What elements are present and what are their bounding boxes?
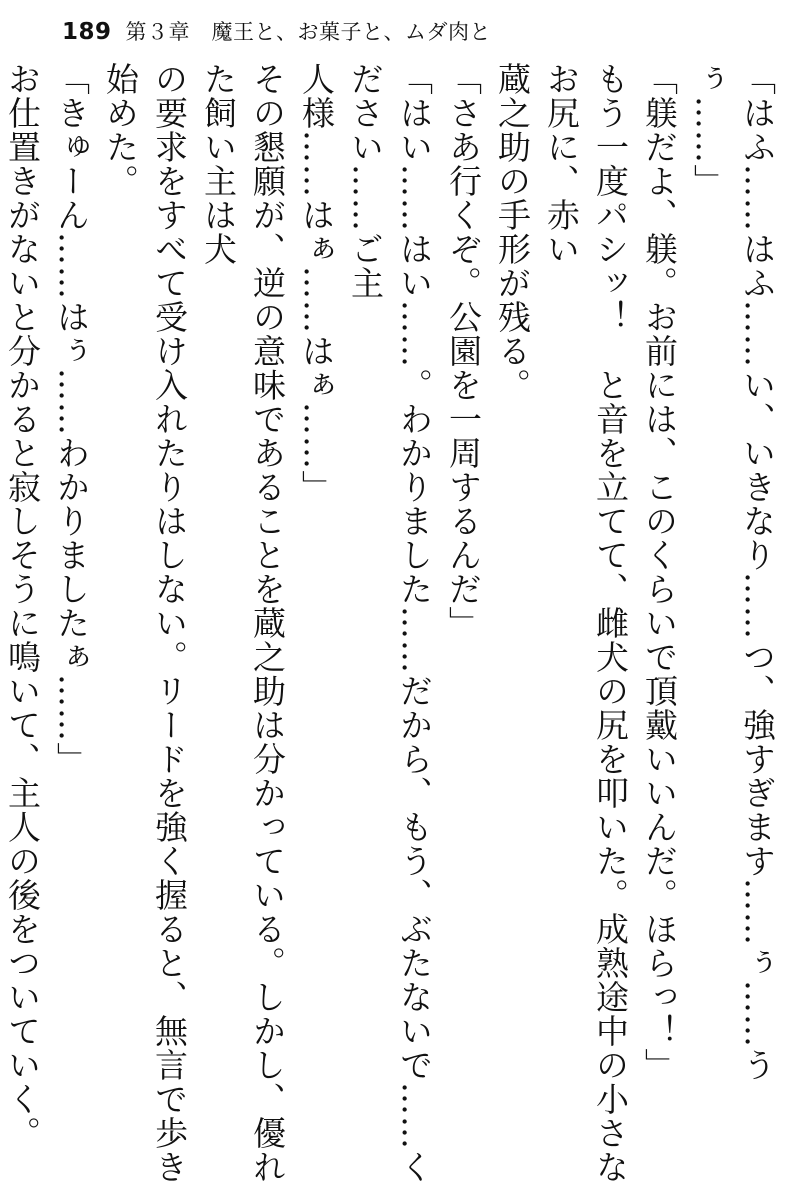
- text-line: 人様……はぁ……はぁ……」: [297, 62, 336, 504]
- text-line: の要求をすべて受け入れたりはしない。リードを強く握ると、無言で歩き始めた。: [101, 62, 189, 1184]
- page-number: 189: [62, 19, 112, 45]
- text-line: 「躾だよ、躾。お前には、このくらいで頂戴いいんだ。ほらっ！」: [640, 62, 679, 1082]
- text-line: 「きゅーん……はぅ……わかりましたぁ……」: [52, 62, 91, 776]
- text-line: もう一度パシッ！ と音を立てて、雌犬の尻を叩いた。成熟途中の小さなお尻に、赤い: [542, 62, 630, 1184]
- text-line: お仕置きがないと分かると寂しそうに鳴いて、主人の後をついていく。: [3, 62, 42, 1150]
- vertical-text-body: [3, 62, 782, 1187]
- text-block: [3, 62, 782, 1192]
- text-line: その懇願が、逆の意味であることを蔵之助は分かっている。しかし、優れた飼い主は犬: [199, 62, 287, 1184]
- text-line: 「はい……はい……。わかりました……だから、もう、ぶたないで……ください……ご主: [346, 62, 434, 1184]
- running-header: [62, 16, 491, 50]
- text-line: 「さあ行くぞ。公園を一周するんだ」: [444, 62, 483, 640]
- text-line: 蔵之助の手形が残る。: [493, 62, 532, 402]
- text-line: 「はふ……はふ……い、いきなり……つ、強すぎます……ぅ……うぅ……」: [689, 62, 777, 1082]
- chapter-title: 第３章 魔王と、お菓子と、ムダ肉と: [125, 20, 492, 44]
